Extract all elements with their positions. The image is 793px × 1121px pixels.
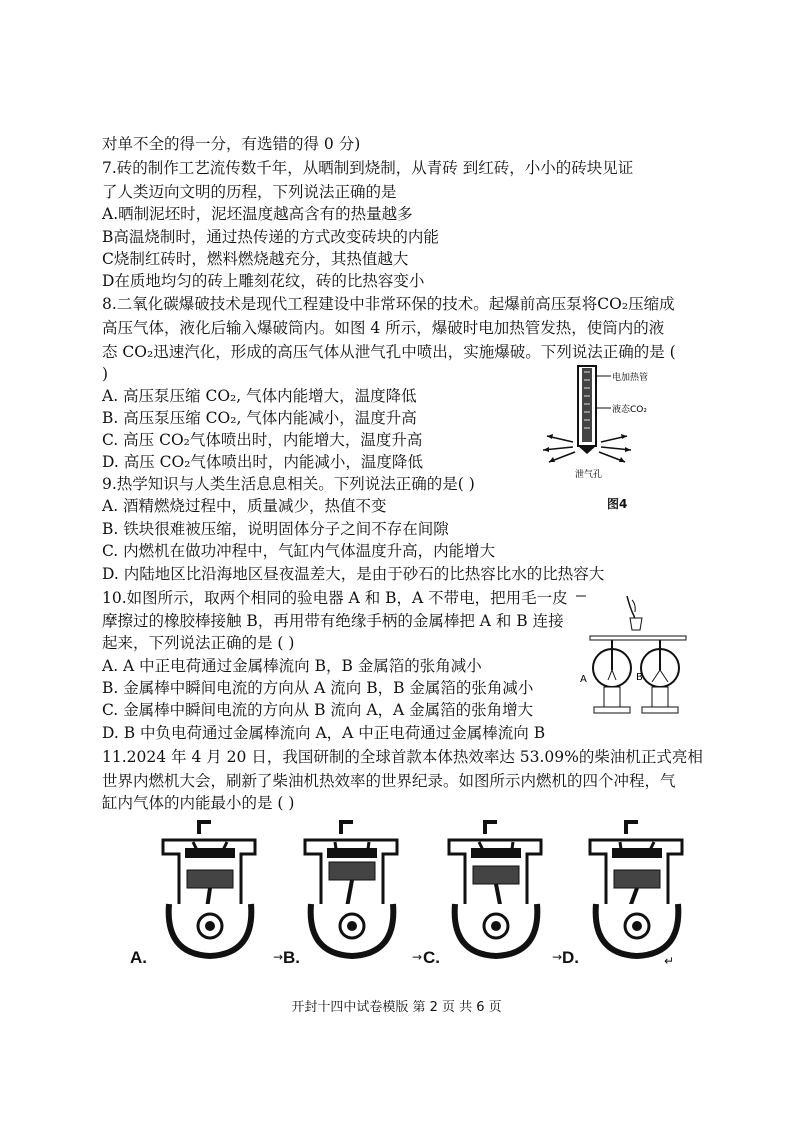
q8-stem-line2: 高压气体，液化后输入爆破筒内。如图 4 所示，爆破时电加热管发热，使筒内的液 — [102, 319, 665, 337]
q9-option-c: C. 内燃机在做功冲程中，气缸内气体温度升高，内能增大 — [102, 542, 496, 560]
engine-stroke-b — [297, 818, 407, 968]
q8-stem-line4: ) — [102, 365, 109, 383]
figure-4-blasting-tube — [535, 362, 670, 487]
q10-stem-line3: 起来，下列说法正确的是 ( ) — [102, 634, 295, 652]
q8-option-b: B. 高压泵压缩 CO₂, 气体内能减小，温度升高 — [102, 409, 417, 427]
q10-stem-line1: 10.如图所示，取两个相同的验电器 A 和 B，A 不带电，把用毛一皮 — [102, 589, 568, 607]
q10-option-a: A. A 中正电荷通过金属棒流向 B，B 金属箔的张角减小 — [102, 657, 482, 675]
electroscope-figure — [572, 588, 692, 720]
paragraph-mark-icon: ↵ — [664, 954, 675, 968]
q11-stem-line2: 世界内燃机大会，刷新了柴油机热效率的世界纪录。如图所示内燃机的四个冲程，气 — [102, 772, 676, 790]
q10-stem-line2: 摩擦过的橡胶棒接触 B，再用带有绝缘手柄的金属棒把 A 和 B 连接 — [102, 612, 564, 630]
q8-stem-line3: 态 CO₂迅速汽化，形成的高压气体从泄气孔中喷出，实施爆破。下列说法正确的是 ( — [102, 343, 676, 361]
engine-stroke-a — [155, 818, 265, 968]
q9-stem: 9.热学知识与人类生活息息相关。下列说法正确的是( ) — [102, 475, 475, 493]
q8-option-a: A. 高压泵压缩 CO₂, 气体内能增大，温度降低 — [102, 387, 417, 405]
q7-option-b: B高温烧制时，通过热传递的方式改变砖块的内能 — [102, 228, 439, 246]
vent-label: 泄气孔 — [575, 470, 603, 480]
electroscope-b-label: B — [636, 672, 643, 683]
stroke-label-b: B. — [283, 948, 300, 967]
engine-stroke-c — [441, 818, 551, 968]
arrow-icon: → — [273, 950, 284, 964]
q9-option-a: A. 酒精燃烧过程中，质量减少，热值不变 — [102, 497, 387, 515]
figure-4-caption: 图4 — [607, 497, 628, 511]
q11-stem-line3: 缸内气体的内能最小的是 ( ) — [102, 794, 295, 812]
q8-stem-line1: 8.二氧化碳爆破技术是现代工程建设中非常环保的技术。起爆前高压泵将CO₂压缩成 — [102, 295, 675, 313]
arrow-icon: → — [552, 950, 563, 964]
scoring-note: 对单不全的得一分，有选错的得 0 分) — [102, 135, 361, 153]
q10-option-d: D. B 中负电荷通过金属棒流向 A，A 中正电荷通过金属棒流向 B — [102, 724, 546, 742]
q10-option-b: B. 金属棒中瞬间电流的方向从 A 流向 B，B 金属箔的张角减小 — [102, 679, 534, 697]
q7-option-c: C烧制红砖时，燃料燃烧越充分，其热值越大 — [102, 250, 409, 268]
q8-option-c: C. 高压 CO₂气体喷出时，内能增大，温度升高 — [102, 431, 423, 449]
stroke-label-a: A. — [130, 948, 147, 967]
q10-option-c: C. 金属棒中瞬间电流的方向从 B 流向 A，A 金属箔的张角增大 — [102, 701, 534, 719]
liquid-co2-label: 液态CO₂ — [612, 405, 647, 415]
page-footer: 开封十四中试卷模版 第 2 页 共 6 页 — [291, 1000, 502, 1015]
q9-option-b: B. 铁块很难被压缩，说明固体分子之间不存在间隙 — [102, 520, 449, 538]
engine-stroke-d — [582, 818, 692, 968]
electroscope-a-label: A — [580, 674, 587, 685]
q7-option-d: D在质地均匀的砖上雕刻花纹，砖的比热容变小 — [102, 272, 425, 290]
q7-stem-line2: 了人类迈向文明的历程，下列说法正确的是 — [102, 183, 397, 201]
q7-option-a: A.晒制泥坯时，泥坯温度越高含有的热量越多 — [102, 205, 413, 223]
q11-stem-line1: 11.2024 年 4 月 20 日，我国研制的全球首款本体热效率达 53.09%的柴油机正式亮相 — [102, 748, 703, 766]
stroke-label-c: C. — [423, 948, 440, 967]
q7-stem-line1: 7.砖的制作工艺流传数千年，从晒制到烧制，从青砖 到红砖，小小的砖块见证 — [102, 159, 634, 177]
q9-option-d: D. 内陆地区比沿海地区昼夜温差大，是由于砂石的比热容比水的比热容大 — [102, 565, 605, 583]
stroke-label-d: D. — [562, 948, 579, 967]
arrow-icon: → — [412, 950, 423, 964]
q8-option-d: D. 高压 CO₂气体喷出时，内能减小，温度降低 — [102, 453, 423, 471]
heater-label: 电加热管 — [612, 373, 649, 383]
